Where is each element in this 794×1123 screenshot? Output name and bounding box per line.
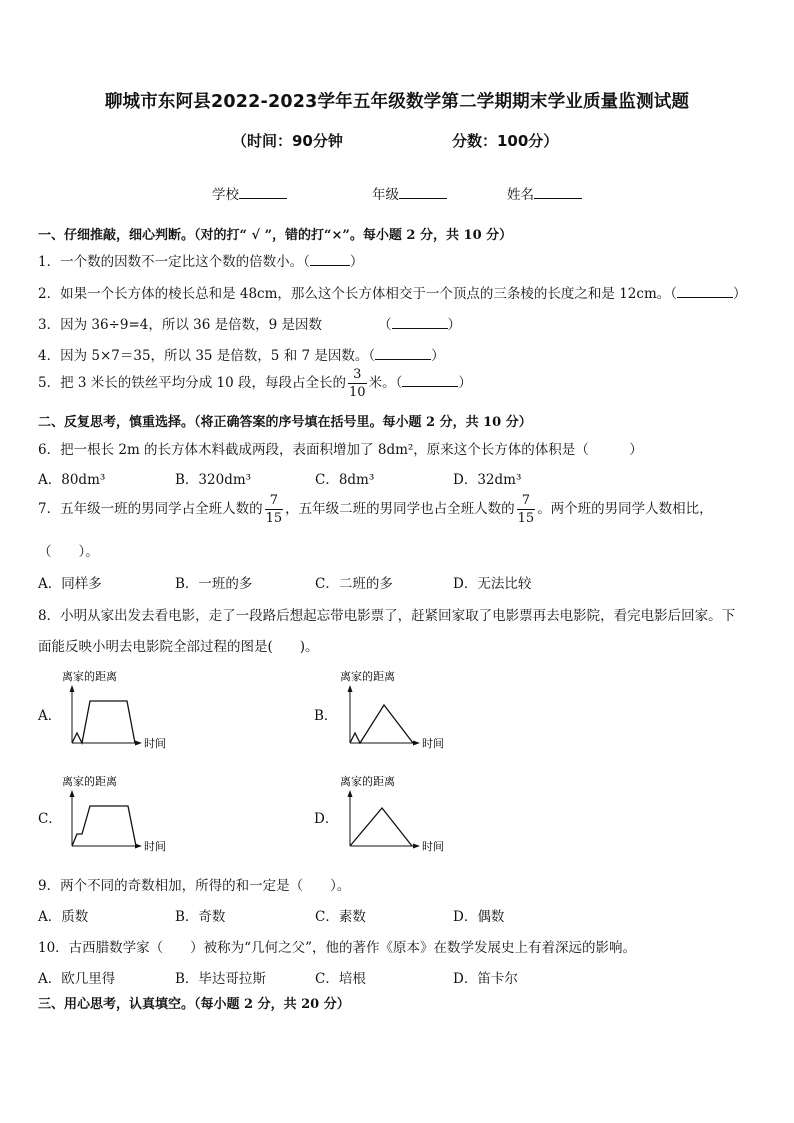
school-blank[interactable] — [239, 186, 287, 199]
graph-a-xlabel: 时间 — [144, 737, 166, 750]
exam-time: （时间：90分钟 — [232, 132, 343, 150]
graph-a — [60, 665, 190, 751]
name-label: 姓名 — [507, 187, 534, 203]
graph-d-line — [350, 808, 412, 846]
graph-d-yarrow — [348, 790, 353, 797]
question-5: 5．把 3 米长的铁丝平均分成 10 段，每段占全长的 $\frac{3}{10}$ 米。（ ） — [38, 367, 472, 400]
answer-blank-1[interactable] — [310, 253, 350, 266]
q10-option-c[interactable]: C．培根 — [315, 971, 366, 987]
graph-c-xlabel: 时间 — [144, 840, 166, 853]
q7-option-a[interactable]: A．同样多 — [38, 576, 102, 592]
answer-blank-3[interactable] — [392, 316, 448, 329]
section1-heading: 一、仔细推敲，细心判断。（对的打“ √ ”，错的打“×”。每小题 2 分，共 10 分） — [38, 228, 513, 243]
q8-option-d[interactable]: D． — [314, 811, 339, 827]
graph-a-line — [72, 701, 135, 743]
graph-c-ylabel: 离家的距离 — [62, 775, 117, 788]
answer-blank-4[interactable] — [375, 347, 431, 360]
school-field[interactable] — [212, 183, 287, 203]
grade-label: 年级 — [372, 187, 399, 203]
q6-option-c[interactable]: C．8dm³ — [315, 472, 375, 488]
q6-option-d[interactable]: D．32dm³ — [453, 472, 522, 488]
fraction-7-15-a: $\frac{7}{15}$ — [265, 493, 283, 526]
q7-option-d[interactable]: D．无法比较 — [453, 576, 532, 592]
q10-option-a[interactable]: A．欧几里得 — [38, 971, 116, 987]
name-field[interactable] — [507, 183, 582, 203]
q9-option-b[interactable]: B．奇数 — [175, 909, 226, 925]
question-10: 10．古西腊数学家（ ）被称为“几何之父”，他的著作《原本》在数学发展史上有着深远的影响。 — [38, 940, 636, 956]
answer-blank-2[interactable] — [677, 285, 733, 298]
question-2: 2．如果一个长方体的棱长总和是 48cm，那么这个长方体相交于一个顶点的三条棱的长度之和是 12cm。（ ） — [38, 286, 747, 302]
question-8-line1: 8．小明从家出发去看电影，走了一段路后想起忘带电影票了，赶紧回家取了电影票再去电影院，看完电影后回家。下 — [38, 608, 736, 624]
graph-b-xlabel: 时间 — [422, 737, 444, 750]
question-3: 3．因为 36÷9=4，所以 36 是倍数，9 是因数 （ ） — [38, 317, 462, 333]
q8-option-a[interactable]: A． — [38, 708, 62, 724]
q10-option-b[interactable]: B．毕达哥拉斯 — [175, 971, 266, 987]
graph-d — [338, 770, 468, 856]
fraction-7-15-b: $\frac{7}{15}$ — [517, 493, 535, 526]
question-4: 4．因为 5×7＝35，所以 35 是倍数，5 和 7 是因数。（ ） — [38, 348, 445, 364]
q8-option-b[interactable]: B． — [314, 708, 338, 724]
page-title: 聊城市东阿县2022-2023学年五年级数学第二学期期末学业质量监测试题 — [104, 92, 690, 112]
graph-b-ylabel: 离家的距离 — [340, 670, 395, 683]
q7-option-c[interactable]: C．二班的多 — [315, 576, 393, 592]
graph-b — [338, 665, 468, 751]
question-7-paren: （ ）。 — [38, 544, 99, 560]
q9-option-d[interactable]: D．偶数 — [453, 909, 505, 925]
question-1: 1．一个数的因数不一定比这个数的倍数小。（ ） — [38, 254, 364, 270]
question-6: 6．把一根长 2m 的长方体木料截成两段，表面积增加了 8dm²，原来这个长方体的体积是（ ） — [38, 442, 643, 458]
graph-a-yarrow — [70, 685, 75, 692]
name-blank[interactable] — [534, 186, 582, 199]
graph-a-ylabel: 离家的距离 — [62, 670, 117, 683]
graph-c-line — [72, 806, 136, 846]
grade-blank[interactable] — [399, 186, 447, 199]
graph-d-xlabel: 时间 — [422, 840, 444, 853]
q6-option-b[interactable]: B．320dm³ — [175, 472, 252, 488]
section3-heading: 三、用心思考，认真填空。（每小题 2 分，共 20 分） — [38, 997, 350, 1012]
q6-option-a[interactable]: A．80dm³ — [38, 472, 106, 488]
graph-b-xarrow — [413, 741, 420, 746]
graph-a-xarrow — [135, 741, 142, 746]
graph-c-yarrow — [70, 790, 75, 797]
grade-field[interactable] — [372, 183, 447, 203]
answer-blank-5[interactable] — [402, 374, 458, 387]
q9-option-c[interactable]: C．素数 — [315, 909, 366, 925]
question-8-line2: 面能反映小明去电影院全部过程的图是( )。 — [38, 639, 319, 655]
section2-heading: 二、反复思考，慎重选择。（将正确答案的序号填在括号里。每小题 2 分，共 10 分） — [38, 415, 532, 430]
fraction-3-10: $\frac{3}{10}$ — [349, 367, 366, 400]
q7-option-b[interactable]: B．一班的多 — [175, 576, 253, 592]
school-label: 学校 — [212, 187, 239, 203]
graph-d-xarrow — [413, 844, 420, 849]
graph-d-ylabel: 离家的距离 — [340, 775, 395, 788]
question-7: 7．五年级一班的男同学占全班人数的 $\frac{7}{15}$ ，五年级二班的男同学也占全班人数的 $\frac{7}{15}$ 。两个班的男同学人数相比， — [38, 493, 713, 526]
graph-b-line — [350, 705, 413, 743]
q10-option-d[interactable]: D．笛卡尔 — [453, 971, 518, 987]
exam-score: 分数：100分） — [452, 132, 559, 150]
graph-c — [60, 770, 190, 856]
graph-b-yarrow — [348, 685, 353, 692]
question-9: 9．两个不同的奇数相加，所得的和一定是（ ）。 — [38, 878, 351, 894]
q8-option-c[interactable]: C． — [38, 811, 62, 827]
q9-option-a[interactable]: A．质数 — [38, 909, 89, 925]
